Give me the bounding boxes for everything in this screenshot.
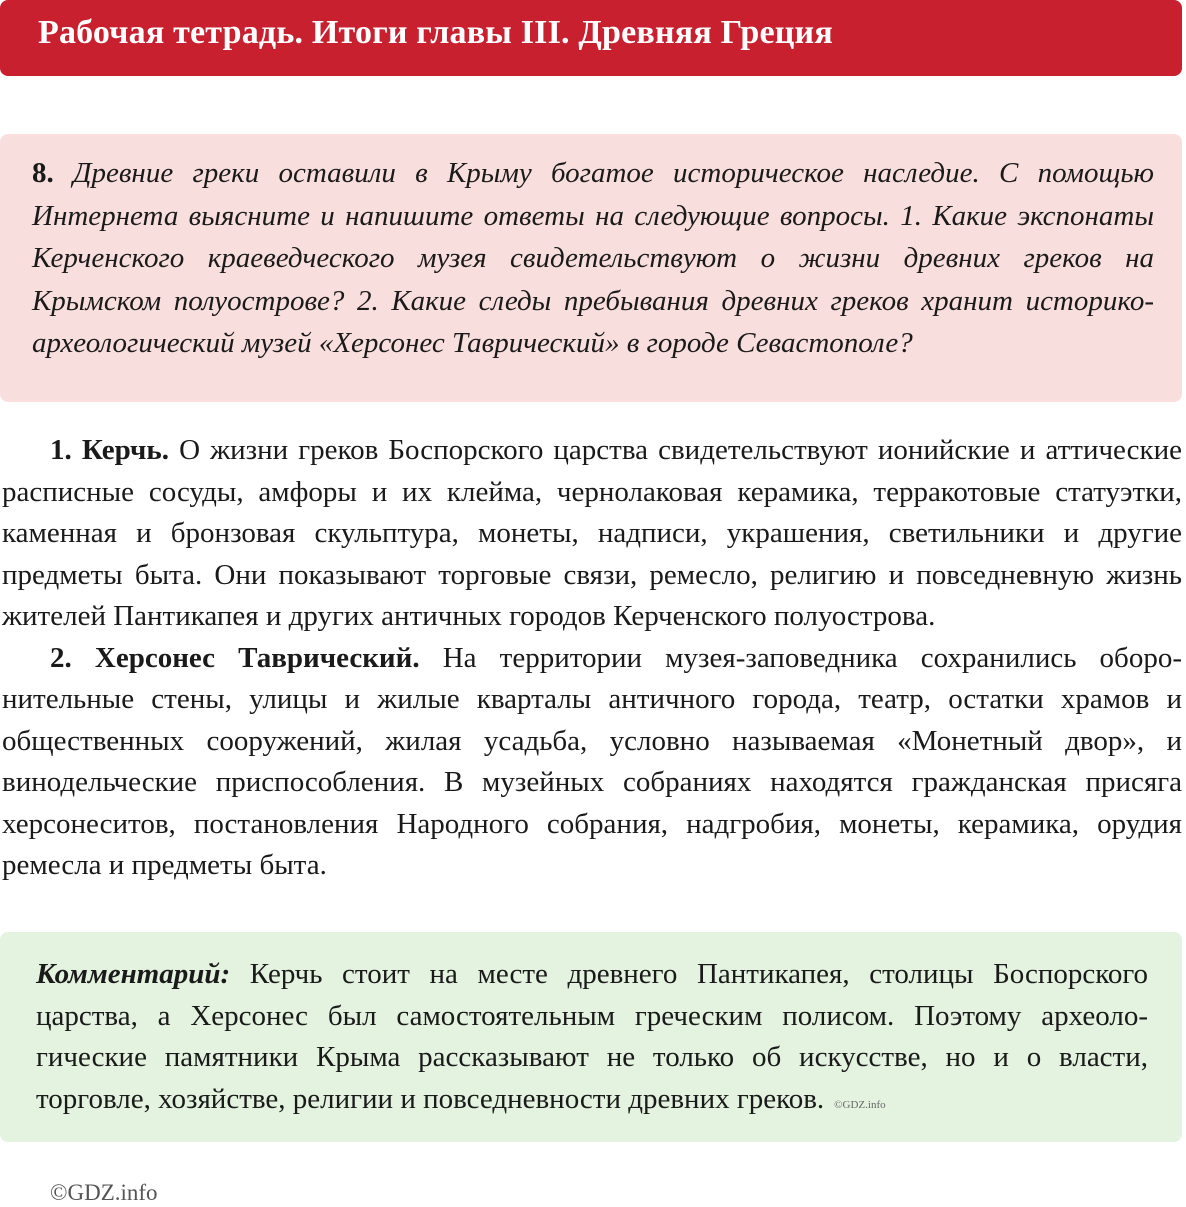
footer-watermark: ©GDZ.info <box>50 1180 158 1205</box>
comment-paragraph <box>36 954 1148 1126</box>
answer-kerch-lead: 1. Керчь. <box>50 434 169 466</box>
task-question <box>32 152 1154 365</box>
answers-section <box>2 430 1182 887</box>
comment-box <box>0 932 1182 1142</box>
comment-label: Комментарий: <box>36 958 231 990</box>
task-box <box>0 134 1182 402</box>
answer-chersonesus <box>2 638 1182 887</box>
page-title: Рабочая тетрадь. Итоги главы III. Древняя Греция <box>38 14 833 51</box>
comment-watermark: ©GDZ.info <box>834 1098 886 1111</box>
task-text: Древние греки оставили в Крыму богатое историческое наследие. С помощью Интернета выясните и напишите ответы на следующие вопросы. 1. Какие экспонаты Керченского краеведческого музея свидетельствуют о жизни древних греков на Крымском полуострове? 2. Какие следы пребывания древних греков хранит историко-археологический музей «Херсонес Таврический» в городе Севастополе? <box>32 157 1155 359</box>
answer-kerch-text: О жизни греков Боспорского царства свидетельствуют ионийские и аттические расписные сосуды, амфоры и их клейма, чернолаковая керамика, терракотовые статуэтки, каменная и бронзовая скульптура, монеты, надписи, украшения, светильники и другие предметы быта. Они показывают торговые связи, ремесло, религию и повседневную жизнь жителей Пантикапея и других античных городов Керченского полуострова. <box>2 434 1182 632</box>
answer-chersonesus-text: На территории музея-заповедника сохранились оборонительные стены, улицы и жилые кварталы античного города, театр, остатки храмов и общественных сооружений, жилая усадьба, условно называемая «Монетный двор», и винодельческие приспособления. В музейных собраниях находятся гражданская присяга херсонеситов, постановления Народного собрания, надгробия, монеты, керамика, орудия ремесла и предметы быта. <box>2 641 1182 881</box>
answer-kerch <box>2 430 1182 638</box>
answer-chersonesus-lead: 2. Херсонес Таврический. <box>50 641 420 674</box>
task-number: 8. <box>32 157 54 189</box>
header-banner <box>0 0 1182 76</box>
comment-text: Керчь стоит на месте древнего Пантикапея, столицы Боспорского царства, а Херсонес был самостоятельным греческим полисом. Поэтому археологические памятники Крыма рассказывают не только об искусстве, но и о власти, торговле, хозяйстве, религии и повседневности древних греков. <box>36 958 1148 1115</box>
